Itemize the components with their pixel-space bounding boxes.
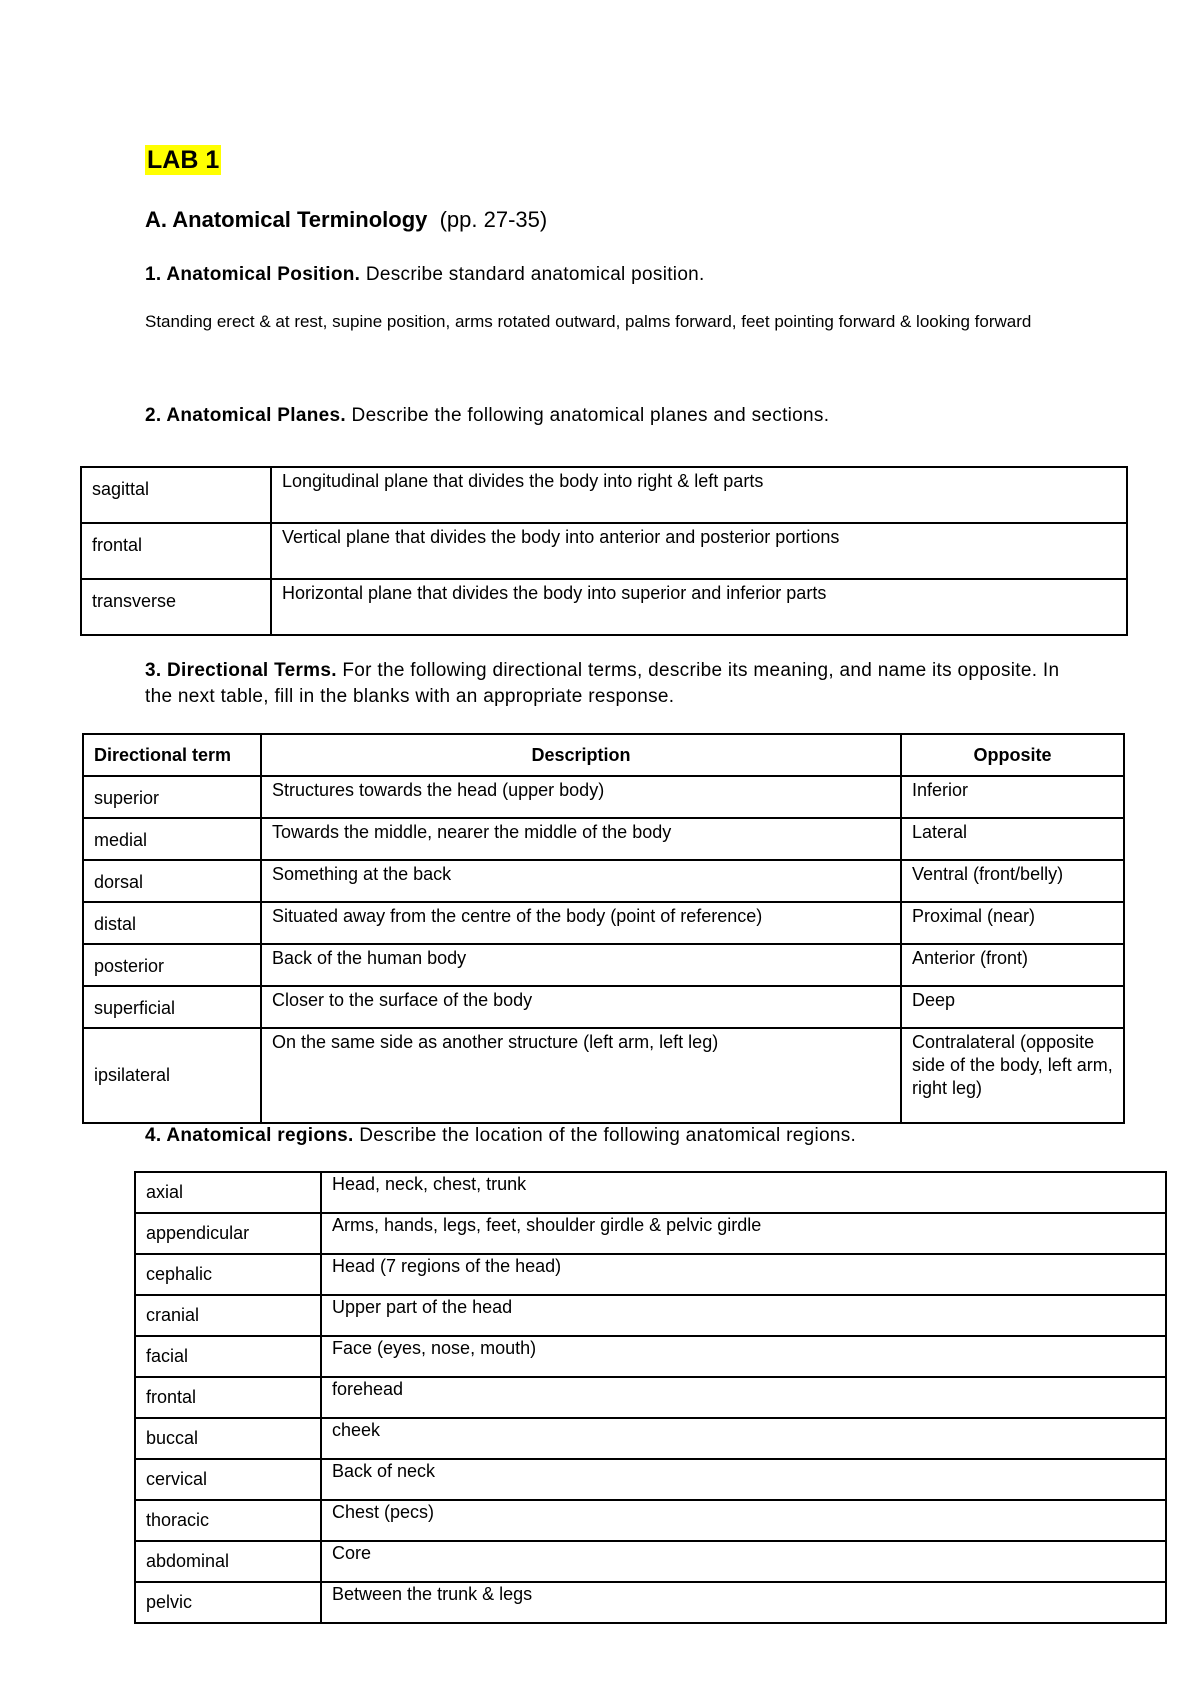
- directional-description: Structures towards the head (upper body): [261, 776, 901, 818]
- question-4-label: 4. Anatomical regions.: [145, 1125, 354, 1146]
- plane-description: Longitudinal plane that divides the body into right & left parts: [271, 467, 1127, 523]
- table-row: [135, 1213, 1166, 1254]
- directional-description: Back of the human body: [261, 944, 901, 986]
- region-description: cheek: [321, 1418, 1166, 1459]
- region-description: Upper part of the head: [321, 1295, 1166, 1336]
- column-header-opposite: Opposite: [901, 734, 1124, 776]
- question-2: [145, 403, 829, 429]
- region-description: Between the trunk & legs: [321, 1582, 1166, 1623]
- region-description: Arms, hands, legs, feet, shoulder girdle & pelvic girdle: [321, 1213, 1166, 1254]
- lab-title: LAB 1: [147, 146, 220, 174]
- table-row: [83, 986, 1124, 1028]
- section-heading: A. Anatomical Terminology: [145, 207, 428, 232]
- planes-table: [80, 466, 1128, 636]
- directional-description: Something at the back: [261, 860, 901, 902]
- table-row: [83, 944, 1124, 986]
- question-4-prompt: Describe the location of the following anatomical regions.: [359, 1125, 857, 1146]
- plane-term: frontal: [81, 523, 271, 579]
- section-title: [145, 207, 547, 233]
- table-row: [83, 902, 1124, 944]
- table-row: [83, 818, 1124, 860]
- table-row: [135, 1295, 1166, 1336]
- region-term: cephalic: [135, 1254, 321, 1295]
- table-row: [135, 1500, 1166, 1541]
- region-term: axial: [135, 1172, 321, 1213]
- table-row: [135, 1254, 1166, 1295]
- region-description: Back of neck: [321, 1459, 1166, 1500]
- directional-term: medial: [83, 818, 261, 860]
- table-row: [81, 579, 1127, 635]
- table-row: [81, 523, 1127, 579]
- region-term: abdominal: [135, 1541, 321, 1582]
- region-description: Head (7 regions of the head): [321, 1254, 1166, 1295]
- region-term: facial: [135, 1336, 321, 1377]
- region-term: appendicular: [135, 1213, 321, 1254]
- question-3-label: 3. Directional Terms.: [145, 660, 337, 681]
- table-row: [83, 860, 1124, 902]
- directional-description: Towards the middle, nearer the middle of the body: [261, 818, 901, 860]
- directional-description: Closer to the surface of the body: [261, 986, 901, 1028]
- table-header-row: [83, 734, 1124, 776]
- directional-opposite: Ventral (front/belly): [901, 860, 1124, 902]
- region-description: Face (eyes, nose, mouth): [321, 1336, 1166, 1377]
- region-term: cranial: [135, 1295, 321, 1336]
- table-row: [83, 776, 1124, 818]
- directional-term: distal: [83, 902, 261, 944]
- table-row: [135, 1172, 1166, 1213]
- plane-description: Vertical plane that divides the body into anterior and posterior portions: [271, 523, 1127, 579]
- question-4: [145, 1123, 856, 1149]
- directional-opposite: Anterior (front): [901, 944, 1124, 986]
- directional-term: dorsal: [83, 860, 261, 902]
- table-row: [135, 1336, 1166, 1377]
- plane-term: transverse: [81, 579, 271, 635]
- region-term: pelvic: [135, 1582, 321, 1623]
- table-row: [135, 1582, 1166, 1623]
- question-1-label: 1. Anatomical Position.: [145, 264, 361, 285]
- directional-opposite: Deep: [901, 986, 1124, 1028]
- plane-term: sagittal: [81, 467, 271, 523]
- question-1: [145, 262, 705, 288]
- question-3: [145, 658, 1085, 710]
- directional-opposite: Inferior: [901, 776, 1124, 818]
- directional-term: superior: [83, 776, 261, 818]
- table-row: [135, 1377, 1166, 1418]
- plane-description: Horizontal plane that divides the body into superior and inferior parts: [271, 579, 1127, 635]
- directional-opposite: Lateral: [901, 818, 1124, 860]
- directional-opposite: Proximal (near): [901, 902, 1124, 944]
- directional-description: Situated away from the centre of the body (point of reference): [261, 902, 901, 944]
- region-term: buccal: [135, 1418, 321, 1459]
- directional-description: On the same side as another structure (left arm, left leg): [261, 1028, 901, 1123]
- region-term: cervical: [135, 1459, 321, 1500]
- column-header-term: Directional term: [83, 734, 261, 776]
- question-1-prompt: Describe standard anatomical position.: [365, 264, 705, 285]
- table-row: [135, 1459, 1166, 1500]
- column-header-description: Description: [261, 734, 901, 776]
- directional-terms-table: [82, 733, 1125, 1124]
- table-row: [81, 467, 1127, 523]
- table-row: [135, 1541, 1166, 1582]
- question-2-prompt: Describe the following anatomical planes and sections.: [351, 405, 830, 426]
- region-term: frontal: [135, 1377, 321, 1418]
- section-pages: (pp. 27-35): [439, 207, 548, 232]
- region-description: forehead: [321, 1377, 1166, 1418]
- question-2-label: 2. Anatomical Planes.: [145, 405, 346, 426]
- directional-term: posterior: [83, 944, 261, 986]
- question-1-answer: Standing erect & at rest, supine position, arms rotated outward, palms forward, feet pointing forward & looking forward: [145, 312, 1032, 331]
- table-row: [83, 1028, 1124, 1123]
- directional-term: superficial: [83, 986, 261, 1028]
- directional-opposite: Contralateral (opposite side of the body, left arm, right leg): [901, 1028, 1124, 1123]
- regions-table: [134, 1171, 1167, 1624]
- region-term: thoracic: [135, 1500, 321, 1541]
- question-3-prompt: For the following directional terms, describe its meaning, and name its opposite. In the next table, fill in the blanks with an appropriate response.: [145, 660, 1060, 707]
- region-description: Head, neck, chest, trunk: [321, 1172, 1166, 1213]
- region-description: Core: [321, 1541, 1166, 1582]
- table-row: [135, 1418, 1166, 1459]
- directional-term: ipsilateral: [83, 1028, 261, 1123]
- region-description: Chest (pecs): [321, 1500, 1166, 1541]
